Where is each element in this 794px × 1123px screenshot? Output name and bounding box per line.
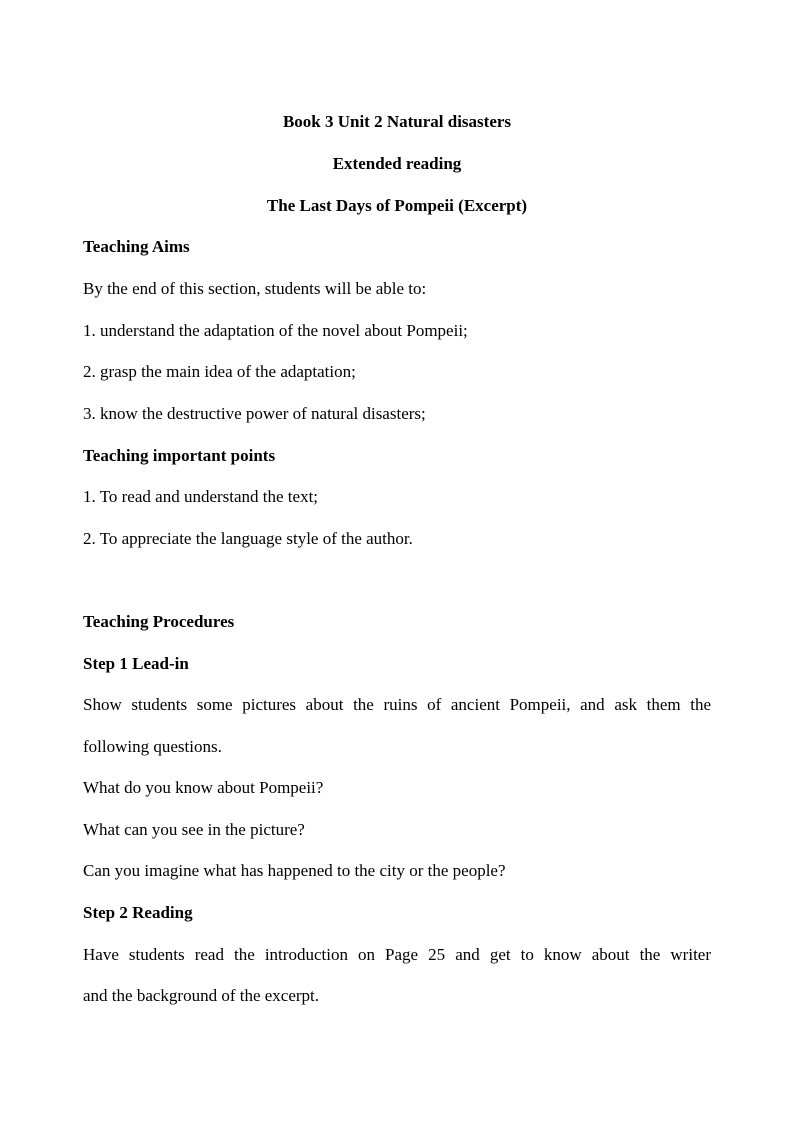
procedures-heading: Teaching Procedures — [83, 612, 235, 631]
aims-item: 1. understand the adaptation of the novel about Pompeii; — [83, 321, 468, 340]
step1-paragraph-line: Show students some pictures about the ruins of ancient Pompeii, and ask them the — [83, 695, 711, 714]
step2-paragraph-line: Have students read the introduction on Page 25 and get to know about the writer — [83, 945, 711, 964]
teaching-aims-heading: Teaching Aims — [83, 237, 190, 256]
section-title: Extended reading — [332, 154, 462, 173]
step2-heading: Step 2 Reading — [83, 903, 193, 922]
book-unit-title: Book 3 Unit 2 Natural disasters — [282, 112, 512, 131]
step2-paragraph-line: and the background of the excerpt. — [83, 986, 320, 1005]
step1-question: What do you know about Pompeii? — [83, 778, 324, 797]
important-points-heading: Teaching important points — [83, 446, 276, 465]
points-item: 2. To appreciate the language style of the author. — [83, 529, 413, 548]
step1-paragraph-line: following questions. — [83, 737, 222, 756]
step1-question: What can you see in the picture? — [83, 820, 305, 839]
text-title: The Last Days of Pompeii (Excerpt) — [266, 196, 528, 215]
aims-item: 2. grasp the main idea of the adaptation; — [83, 362, 356, 381]
aims-intro: By the end of this section, students will be able to: — [83, 279, 427, 298]
points-item: 1. To read and understand the text; — [83, 487, 319, 506]
step1-question: Can you imagine what has happened to the city or the people? — [83, 861, 506, 880]
step1-heading: Step 1 Lead-in — [83, 654, 189, 673]
aims-item: 3. know the destructive power of natural disasters; — [83, 404, 426, 423]
